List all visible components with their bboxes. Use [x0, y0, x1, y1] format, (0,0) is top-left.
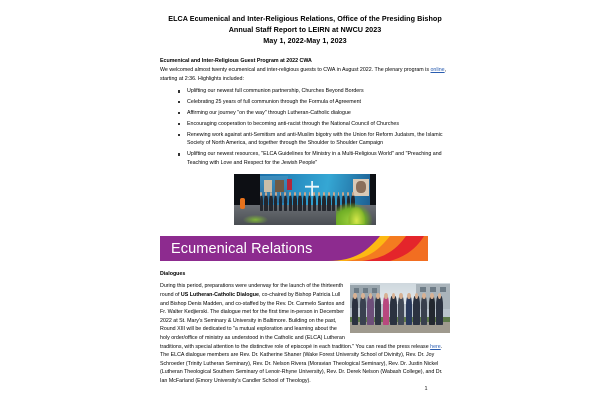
- stage-photo-container: [160, 174, 450, 225]
- banner-label: Ecumenical Relations: [171, 240, 313, 257]
- title-line-1: ELCA Ecumenical and Inter-Religious Relations, Office of the Presiding Bishop: [168, 14, 442, 23]
- list-item: Renewing work against anti-Semitism and anti-Muslim bigotry with the Union for Reform Judaism, the Islamic Society of North America, and together through the Shoulder to Shoulder Campaign: [178, 131, 450, 148]
- dialogues-paragraph-part-1: During this period, preparations were underway for the launch of the thirteenth round of: [160, 283, 344, 299]
- swirl-graphic-icon: [328, 236, 428, 261]
- intro-text-before-link: We welcomed almost twenty ecumenical and inter-religious guests to CWA in August 2022. The plenary program is: [160, 67, 431, 73]
- list-item: Uplifting our newest resources, "ELCA Guidelines for Ministry in a Multi-Religious World" and "Preaching and Teaching with Love and Respect for the Jewish People": [178, 150, 450, 167]
- title-line-2: Annual Staff Report to LEIRN at NWCU 2023: [228, 25, 382, 34]
- list-item: Affirming our journey "on the way" through Lutheran-Catholic dialogue: [178, 109, 450, 118]
- title-line-3: May 1, 2022-May 1, 2023: [263, 36, 347, 45]
- group-photo: [350, 283, 450, 333]
- page-title: [160, 10, 450, 46]
- guest-program-heading: Ecumenical and Inter-Religious Guest Program at 2022 CWA: [160, 58, 312, 64]
- highlights-list: [160, 87, 450, 167]
- dialogues-body: [160, 282, 450, 385]
- dialogues-heading: Dialogues: [160, 271, 186, 278]
- dialogues-paragraph-part-2: , co-chaired by Bishop Patricia Lull and Bishop Denis Madden, and co-staffed by the Rev. Dr. Carmelo Santos and Fr. Walter Kedjierski. The dialogue met for the first time in-person in December 2022 at St. Mary's Seminary & University in Baltimore. Building on the past, Round XIII will be dedicated to "a mutual exploration and learning about the holy order/office of ministry as understood in the Catholic and (ELCA) Lutheran traditions, with special attention to the distinctive role of episcopé in each tradition." You can read the press release: [160, 292, 431, 350]
- list-item: Uplifting our newest full communion partnership, Churches Beyond Borders: [178, 87, 450, 96]
- press-release-link[interactable]: here: [430, 343, 441, 350]
- list-item: Celebrating 25 years of full communion through the Formula of Agreement: [178, 98, 450, 107]
- page-number: 1: [424, 386, 428, 392]
- ecumenical-relations-banner: [160, 236, 428, 261]
- stage-photo: [234, 174, 376, 225]
- online-link[interactable]: online: [430, 67, 445, 73]
- list-item: Encouraging cooperation to becoming anti-racist through the National Council of Churches: [178, 120, 450, 129]
- dialogues-bold-phrase: US Lutheran-Catholic Dialogue: [180, 292, 259, 299]
- intro-text-after-link: , starting at 2:36. Highlights included:: [160, 67, 447, 82]
- guest-program-intro: [160, 66, 450, 83]
- dialogues-paragraph-part-3: . The ELCA dialogue members are Rev. Dr. Katherine Shaner (Wake Forest University School of Divinity), Rev. Dr. Joy Schroeder (Trinity Lutheran Seminary), Rev. Dr. Nelson Rivera (Moravian Theological Seminary), Rev. Dr. Justin Nickel (Lutheran Theological Southern Seminary of Lenoir-Rhyne University), Rev. Dr. Derek Nelson (Wabash College), and Dr. Ian McFarland (Emory University's Candler School of Theology).: [160, 343, 443, 384]
